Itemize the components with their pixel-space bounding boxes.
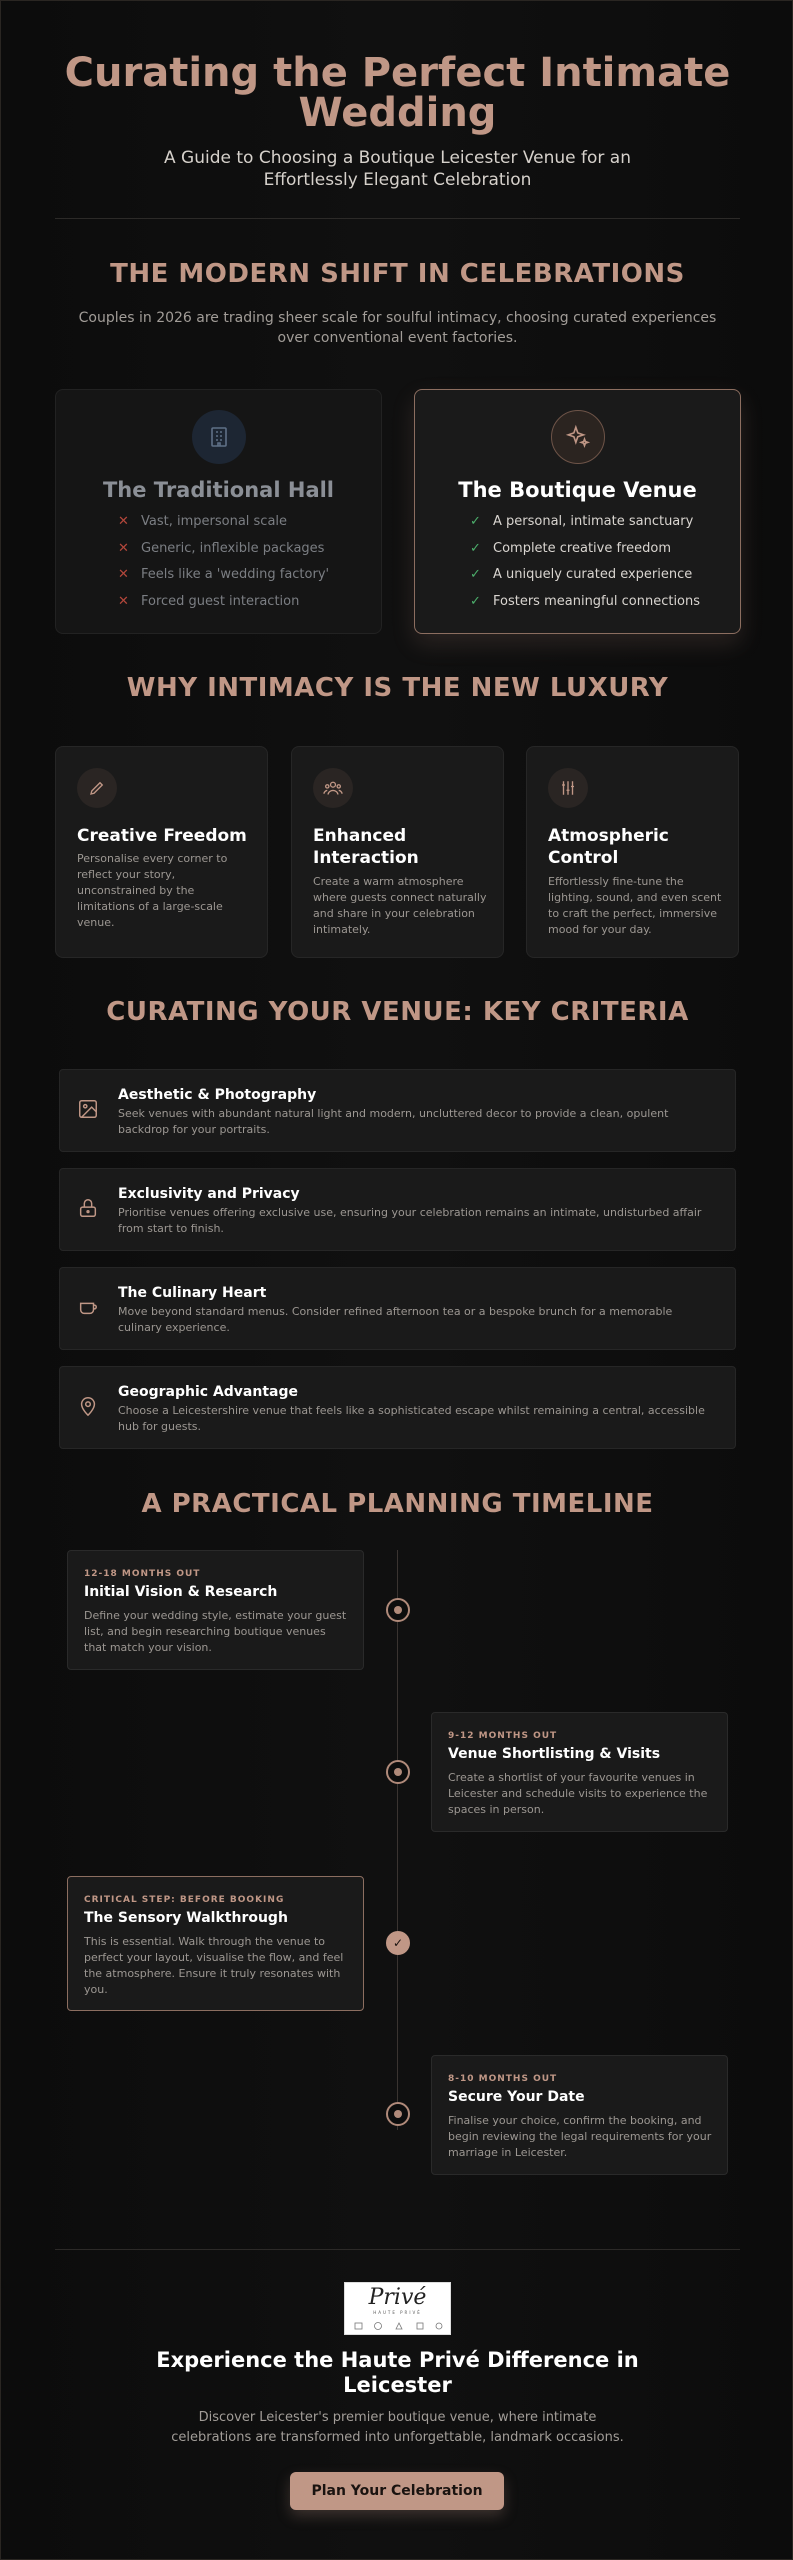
cta-title: Experience the Haute Privé Difference in Leicester <box>156 2348 639 2397</box>
traditional-hall-card <box>55 389 382 634</box>
hero-title: Curating the Perfect Intimate Wedding <box>64 50 731 136</box>
traditional-hall-title: The Traditional Hall <box>102 478 335 502</box>
building-icon <box>192 410 246 464</box>
section-title-why: WHY INTIMACY IS THE NEW LUXURY <box>126 673 669 703</box>
cross-icon: ✕ <box>118 514 129 529</box>
timeline-step-label: CRITICAL STEP: BEFORE BOOKING <box>84 1895 285 1905</box>
cup-icon <box>77 1296 99 1318</box>
criteria-text: Seek venues with abundant natural light and modern, uncluttered decor to provide a clean, opulent backdrop for your portraits. <box>118 1107 669 1136</box>
why-card-text: Effortlessly fine-tune the lighting, sound, and even scent to craft the perfect, immersive mood for your day. <box>548 875 722 936</box>
timeline-step-text: This is essential. Walk through the venue to perfect your layout, visualise the flow, and feel the atmosphere. Ensure it truly resonates with you. <box>84 1935 344 1996</box>
criteria-item-aesthetic <box>59 1069 736 1152</box>
timeline-step-text: Define your wedding style, estimate your guest list, and begin researching boutique venues that match your vision. <box>84 1609 347 1654</box>
why-card-text: Personalise every corner to reflect your story, unconstrained by the limitations of a large-scale venue. <box>77 852 228 929</box>
boutique-venue-list <box>470 514 700 620</box>
criteria-text: Move beyond standard menus. Consider refined afternoon tea or a bespoke brunch for a memorable culinary experience. <box>118 1305 673 1334</box>
why-card-title: Enhanced Interaction <box>313 826 419 868</box>
timeline-step-card <box>67 1550 364 1670</box>
list-item <box>470 541 700 568</box>
lock-icon <box>77 1197 99 1219</box>
timeline-step-text: Finalise your choice, confirm the booking, and begin reviewing the legal requirements for your marriage in Leicester. <box>448 2114 712 2159</box>
timeline-step-card <box>431 1712 728 1832</box>
timeline-line <box>397 1550 398 2130</box>
timeline-step-label: 8-10 MONTHS OUT <box>448 2074 558 2084</box>
sliders-icon <box>548 768 588 808</box>
criteria-title: Geographic Advantage <box>118 1384 298 1400</box>
cross-icon: ✕ <box>118 567 129 582</box>
logo-tagline: HAUTE PRIVÉ <box>373 2310 422 2315</box>
section-title-shift: THE MODERN SHIFT IN CELEBRATIONS <box>110 259 685 289</box>
hero-subtitle: A Guide to Choosing a Boutique Leicester Venue for an Effortlessly Elegant Celebration <box>164 148 631 190</box>
list-item-label: Vast, impersonal scale <box>141 514 288 529</box>
check-icon: ✓ <box>392 1936 404 1950</box>
brand-logo <box>344 2282 451 2335</box>
divider <box>55 218 740 219</box>
check-icon: ✓ <box>470 514 481 529</box>
list-item <box>470 567 700 594</box>
timeline-step-label: 9-12 MONTHS OUT <box>448 1731 558 1741</box>
image-icon <box>77 1098 99 1120</box>
list-item-label: Feels like a 'wedding factory' <box>141 567 330 582</box>
list-item <box>470 594 700 621</box>
list-item <box>470 514 700 541</box>
enhanced-interaction-card <box>291 746 504 958</box>
plan-celebration-button[interactable]: Plan Your Celebration <box>290 2472 504 2510</box>
timeline-step-title: The Sensory Walkthrough <box>84 1910 288 1926</box>
timeline-step-title: Venue Shortlisting & Visits <box>448 1746 661 1762</box>
check-icon: ✓ <box>470 593 481 609</box>
list-item-label: A personal, intimate sanctuary <box>493 514 694 529</box>
timeline-critical-dot <box>386 1931 410 1955</box>
list-item <box>118 594 329 621</box>
list-item <box>118 567 329 594</box>
section-description-shift: Couples in 2026 are trading sheer scale for soulful intimacy, choosing curated experiences over conventional event factories. <box>78 310 717 346</box>
check-icon: ✓ <box>470 540 481 556</box>
people-icon <box>313 768 353 808</box>
timeline-step-label: 12-18 MONTHS OUT <box>84 1569 201 1579</box>
creative-freedom-card <box>55 746 268 958</box>
boutique-venue-title: The Boutique Venue <box>458 478 697 502</box>
divider <box>55 2249 740 2250</box>
logo-icons <box>351 2320 446 2332</box>
cta-text: Discover Leicester's premier boutique venue, where intimate celebrations are transformed into unforgettable, landmark occasions. <box>171 2410 624 2445</box>
list-item-label: A uniquely curated experience <box>493 567 693 582</box>
timeline-step-text: Create a shortlist of your favourite venues in Leicester and schedule visits to experience the spaces in person. <box>448 1771 708 1816</box>
timeline-step-title: Initial Vision & Research <box>84 1584 278 1600</box>
atmospheric-control-card <box>526 746 739 958</box>
hero <box>1 50 793 191</box>
section-title-criteria: CURATING YOUR VENUE: KEY CRITERIA <box>106 997 689 1027</box>
timeline-step-title: Secure Your Date <box>448 2089 585 2105</box>
traditional-hall-list <box>118 514 329 620</box>
timeline-dot <box>386 1760 410 1784</box>
criteria-title: Exclusivity and Privacy <box>118 1186 300 1202</box>
pencil-icon <box>77 768 117 808</box>
cross-icon: ✕ <box>118 540 129 556</box>
why-card-text: Create a warm atmosphere where guests connect naturally and share in your celebration intimately. <box>313 875 487 936</box>
check-icon: ✓ <box>470 567 481 582</box>
criteria-title: The Culinary Heart <box>118 1285 267 1301</box>
list-item <box>118 541 329 568</box>
list-item <box>118 514 329 541</box>
section-title-timeline: A PRACTICAL PLANNING TIMELINE <box>141 1489 654 1519</box>
sparkles-icon <box>551 410 605 464</box>
timeline-dot <box>386 2102 410 2126</box>
map-pin-icon <box>77 1395 99 1417</box>
criteria-text: Choose a Leicestershire venue that feels like a sophisticated escape whilst remaining a central, accessible hub for guests. <box>118 1404 705 1433</box>
criteria-text: Prioritise venues offering exclusive use, ensuring your celebration remains an intimate, undisturbed affair from start to finish. <box>118 1206 702 1235</box>
list-item-label: Generic, inflexible packages <box>141 540 325 556</box>
criteria-item-geographic <box>59 1366 736 1449</box>
list-item-label: Forced guest interaction <box>141 593 300 609</box>
criteria-item-exclusivity <box>59 1168 736 1251</box>
list-item-label: Fosters meaningful connections <box>493 593 701 609</box>
list-item-label: Complete creative freedom <box>493 540 671 556</box>
cross-icon: ✕ <box>118 593 129 609</box>
why-card-title: Atmospheric Control <box>548 826 669 868</box>
why-card-title: Creative Freedom <box>77 826 247 846</box>
timeline-dot <box>386 1598 410 1622</box>
timeline-step-card <box>431 2055 728 2175</box>
boutique-venue-card <box>414 389 741 634</box>
criteria-item-culinary <box>59 1267 736 1350</box>
timeline-critical-step-card <box>67 1876 364 2011</box>
criteria-title: Aesthetic & Photography <box>118 1087 317 1103</box>
logo-wordmark: Privé <box>368 2285 427 2310</box>
